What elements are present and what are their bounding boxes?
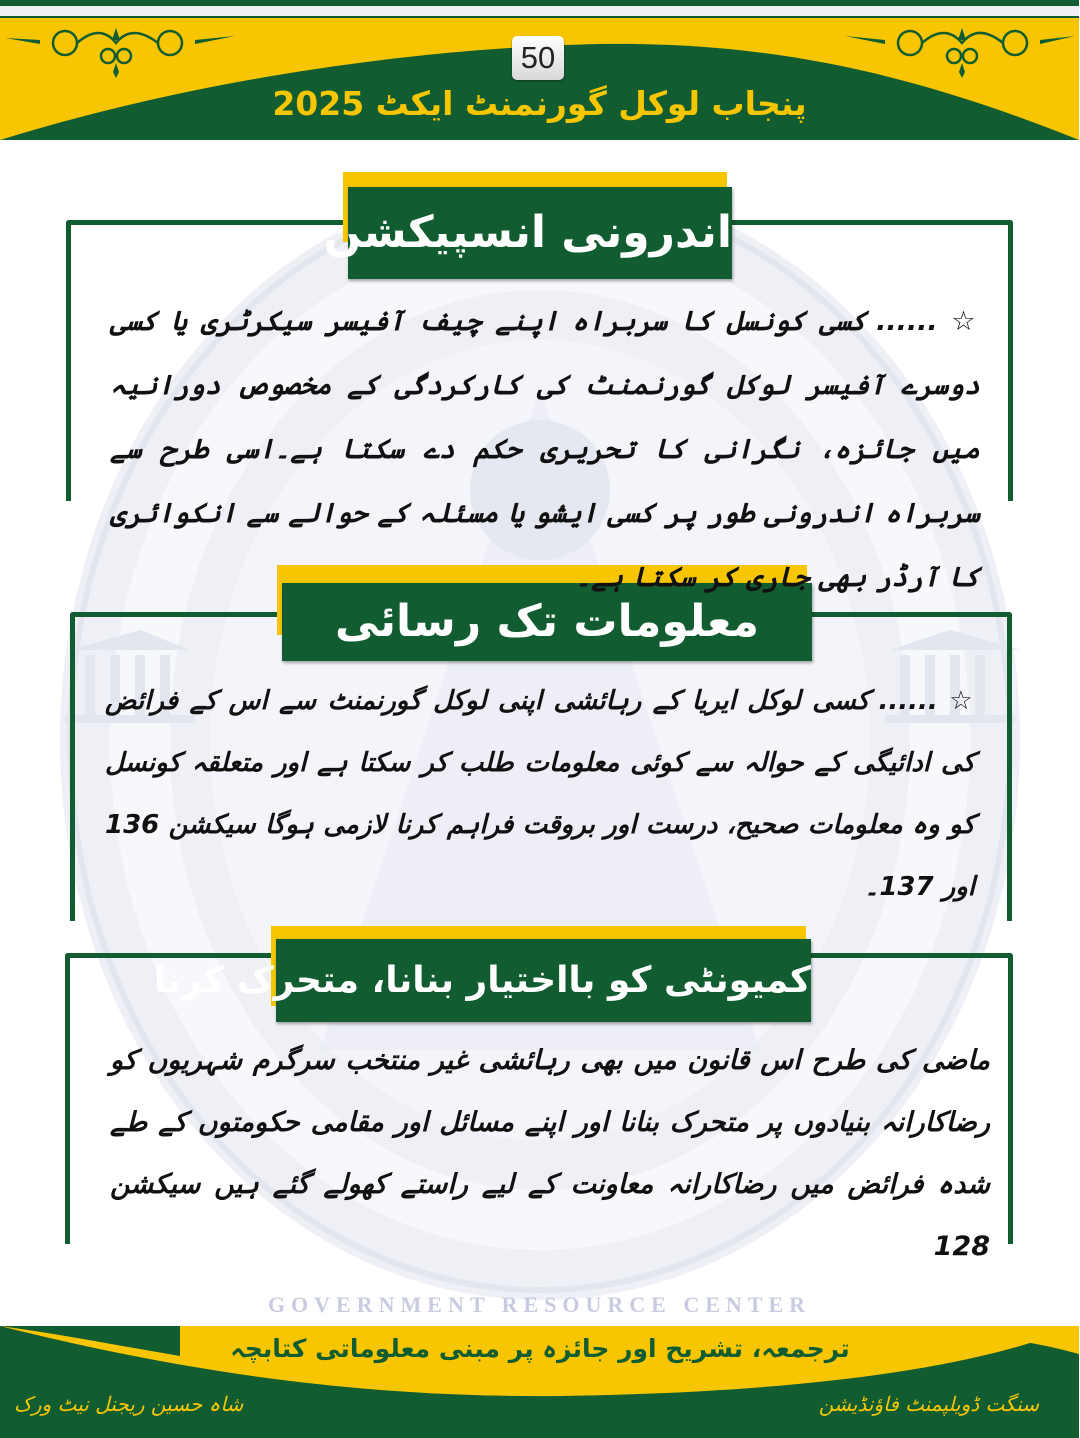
footer-title: ترجمعہ، تشریح اور جائزہ پر مبنی معلوماتی کتابچہ bbox=[230, 1334, 850, 1363]
section-body bbox=[110, 1030, 990, 1278]
watermark-text: GOVERNMENT RESOURCE CENTER bbox=[267, 1292, 812, 1317]
section-title: کمیونٹی کو بااختیار بنانا، متحرک کرنا bbox=[276, 939, 811, 1022]
footer-banner bbox=[0, 1326, 1079, 1438]
footer-credit-right: سنگت ڈویلپمنٹ فاؤنڈیشن bbox=[818, 1392, 1039, 1416]
section-body-text: ...... کسی کونسل کا سربراہ اپنے چیف آفیسر سیکرٹری یا کسی دوسرے آفیسر لوکل گورنمنٹ کی کارکردگی کے مخصوص دورانیہ میں جائزہ، نگرانی کا تحریری حکم دے سکتا ہے۔اسی طرح سے سربراہ اندرونی طور پر کسی ایشو یا مسئلہ کے حوالے سے انکوائری کا آرڈر بھی جاری کر سکتا ہے۔ bbox=[110, 306, 980, 593]
section-body-text: ماضی کی طرح اس قانون میں بھی رہائشی غیر منتخب سرگرم شہریوں کو رضاکارانہ بنیادوں پر متحرک بنانا اور اپنے مسائل اور مقامی حکومتوں کے طے شدہ فرائض میں رضاکارانہ معاونت کے لیے راستے کھولے گئے ہیں سیکشن 128 bbox=[110, 1045, 990, 1262]
section-title: معلومات تک رسائی bbox=[282, 583, 812, 661]
ornament-left-icon bbox=[0, 18, 240, 88]
section-body-text: ...... کسی لوکل ایریا کے رہائشی اپنی لوکل گورنمنٹ سے اس کے فرائض کی ادائیگی کے حوالہ سے کوئی معلومات طلب کر سکتا ہے اور متعلقہ کونسل کو وہ معلومات صحیح، درست اور بروقت فراہم کرنا لازمی ہوگا سیکشن 136 اور 137۔ bbox=[105, 686, 975, 902]
star-bullet-icon: ☆ bbox=[949, 686, 975, 716]
section-body bbox=[110, 290, 980, 610]
top-strip bbox=[0, 6, 1079, 18]
section-body bbox=[105, 670, 975, 918]
header-banner bbox=[0, 18, 1079, 140]
section-title: اندرونی انسپیکشن bbox=[348, 187, 732, 279]
ornament-right-icon bbox=[840, 18, 1080, 88]
footer-credit-left: شاہ حسین ریجنل نیٹ ورک bbox=[14, 1392, 244, 1416]
page-number: 50 bbox=[512, 36, 564, 80]
star-bullet-icon: ☆ bbox=[951, 306, 980, 337]
header-title: پنجاب لوکل گورنمنٹ ایکٹ 2025 bbox=[272, 84, 807, 123]
